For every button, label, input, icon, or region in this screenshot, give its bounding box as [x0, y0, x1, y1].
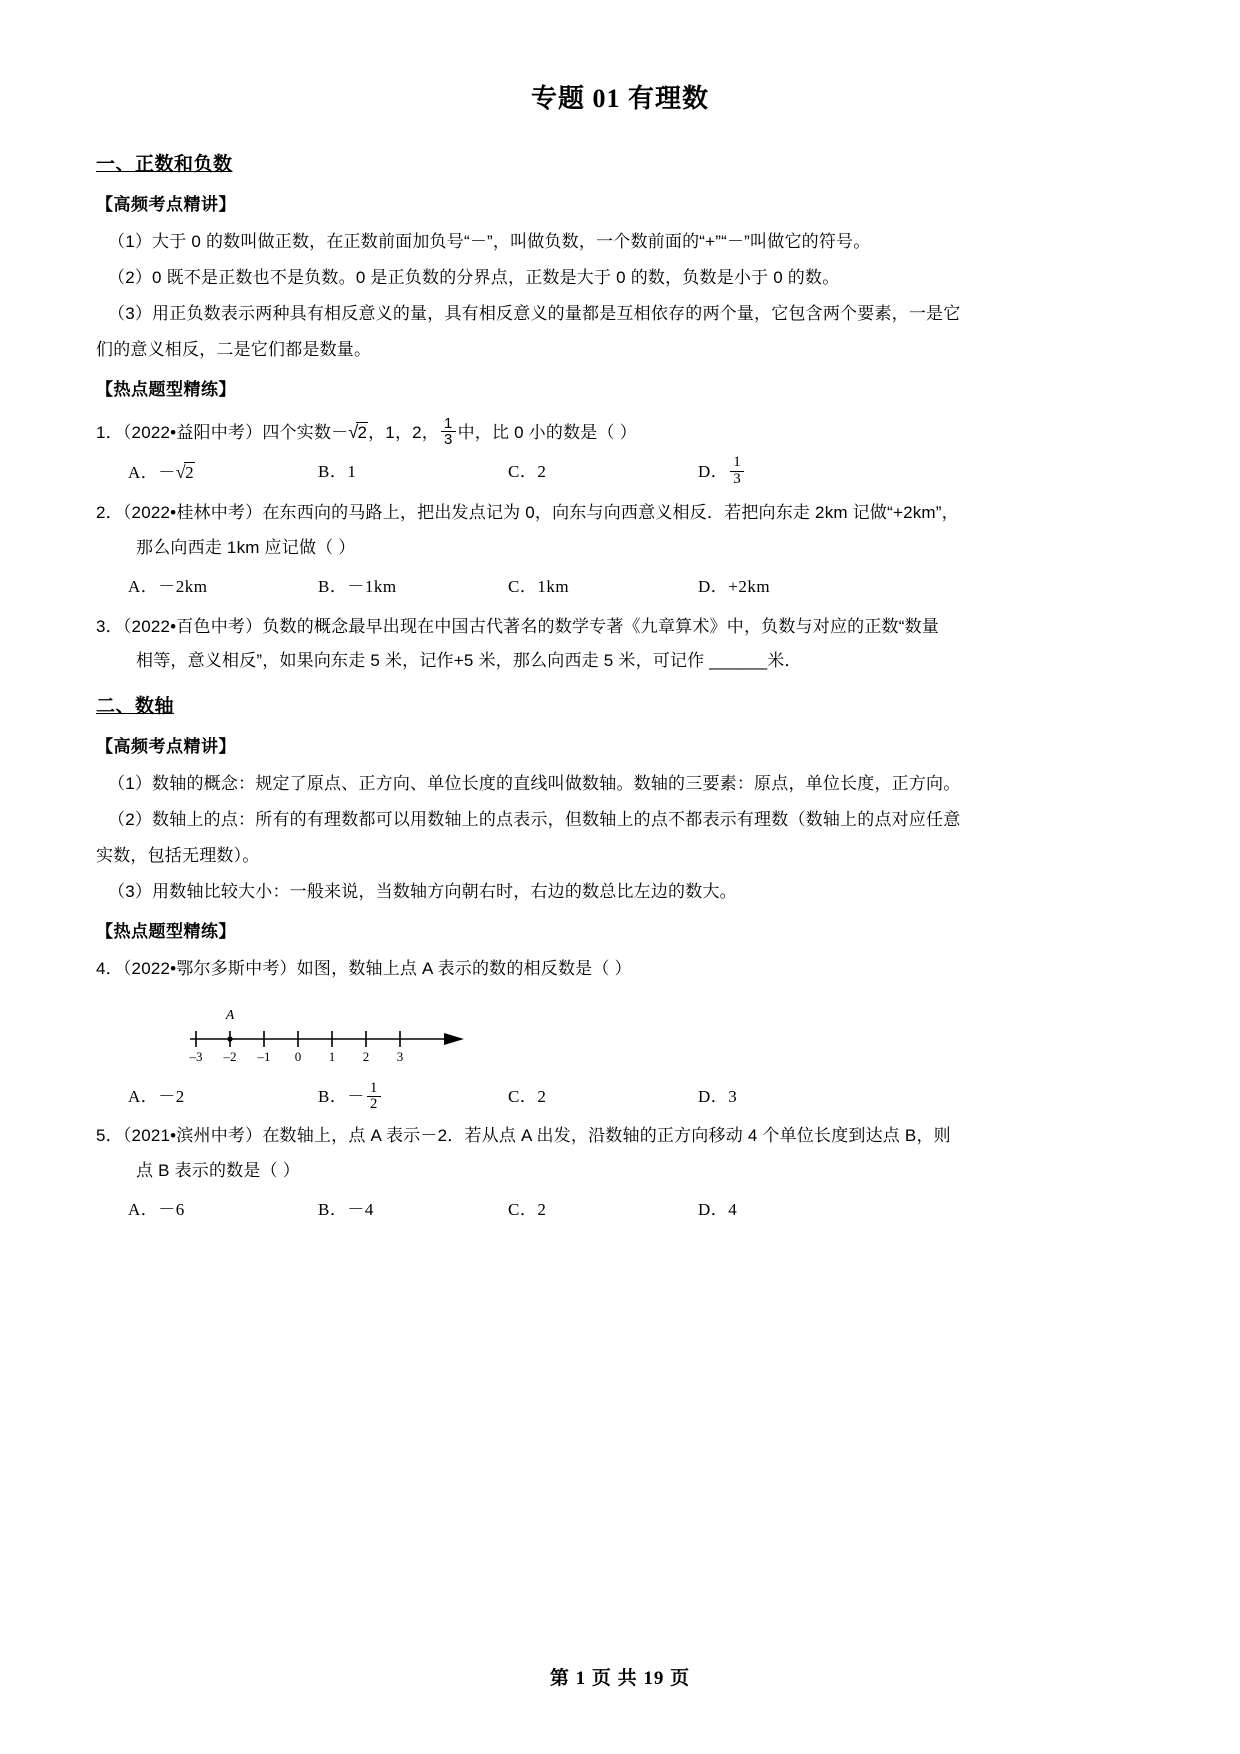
concept-point-1-3: （3）用正负数表示两种具有相反意义的量，具有相反意义的量都是互相依存的两个量，它包含两个要素，一是它 — [108, 304, 961, 323]
option-4-c[interactable]: C．2 — [508, 1087, 547, 1107]
fraction-numerator: 1 — [444, 414, 453, 432]
question-3-source: （2022•百色中考） — [122, 616, 263, 636]
svg-text:–2: –2 — [223, 1049, 237, 1064]
concept-header-2: 【高频考点精讲】 — [96, 737, 236, 757]
question-2-source: （2022•桂林中考） — [122, 503, 263, 523]
question-1-text-c: 中，比 0 小的数是（ ） — [457, 423, 637, 442]
fraction-numerator: 1 — [733, 454, 742, 471]
sqrt-symbol: √2 — [348, 422, 368, 442]
option-5-a[interactable]: A．－6 — [128, 1200, 185, 1220]
question-3-text: 负数的概念最早出现在中国古代著名的数学专著《九章算术》中，负数与对应的正数“数量 — [262, 616, 940, 636]
option-1-a-label: A．－ — [128, 462, 176, 482]
question-1-options — [96, 453, 1144, 493]
question-5 — [96, 1119, 1144, 1189]
svg-text:1: 1 — [328, 1049, 336, 1064]
question-3-number: 3． — [96, 616, 123, 636]
radicand-value: 2 — [185, 462, 195, 482]
question-4 — [96, 952, 1144, 987]
radicand-value: 2 — [357, 423, 368, 442]
question-2-text: 在东西向的马路上，把出发点记为 0，向东与向西意义相反．若把向东走 2km 记做“+2km”， — [262, 503, 959, 523]
question-5-options — [96, 1191, 1144, 1228]
fraction-denominator: 3 — [441, 431, 456, 448]
fraction-numerator: 1 — [369, 1079, 378, 1096]
option-1-c[interactable]: C．2 — [508, 461, 547, 481]
question-5-line-1 — [96, 1119, 1144, 1154]
concept-point-1-2: （2）0 既不是正数也不是负数。0 是正负数的分界点，正数是大于 0 的数，负数是小于 0 的数。 — [108, 268, 840, 287]
practice-header-1: 【热点题型精练】 — [96, 380, 236, 399]
question-4-options — [96, 1078, 1144, 1115]
number-line-svg — [182, 1001, 482, 1063]
fraction-denominator: 3 — [730, 471, 744, 488]
svg-text:–1: –1 — [257, 1049, 271, 1064]
option-4-b-label: B．－ — [318, 1087, 365, 1107]
svg-text:2: 2 — [362, 1049, 370, 1064]
option-4-d[interactable]: D．3 — [698, 1087, 738, 1107]
concept-header-1: 【高频考点精讲】 — [96, 195, 236, 214]
question-2-line-2: 那么向西走 1km 应记做（ ） — [136, 538, 356, 558]
concept-point-2-3: 实数，包括无理数）。 — [96, 846, 260, 866]
question-2 — [96, 496, 1144, 566]
option-2-d[interactable]: D．+2km — [698, 577, 771, 597]
svg-text:3: 3 — [396, 1049, 404, 1064]
point-a-marker — [227, 1036, 232, 1041]
option-5-d[interactable]: D．4 — [698, 1200, 738, 1220]
question-1-source: （2022•益阳中考） — [122, 423, 263, 442]
question-5-number: 5． — [96, 1126, 123, 1146]
question-3 — [96, 610, 1144, 680]
question-2-options — [96, 568, 1144, 605]
question-5-text: 在数轴上，点 A 表示－2．若从点 A 出发，沿数轴的正方向移动 4 个单位长度到达点 B，则 — [262, 1126, 951, 1146]
question-3-line-1 — [96, 610, 1144, 645]
option-1-b[interactable]: B．1 — [318, 461, 357, 481]
fraction-one-third — [730, 455, 744, 488]
question-1-text — [96, 414, 1144, 451]
question-1-text-a: 四个实数－ — [262, 423, 349, 442]
page-title: 专题 01 有理数 — [530, 84, 709, 113]
concept-point-1-4: 们的意义相反，二是它们都是数量。 — [96, 340, 372, 359]
concept-point-1-1: （1）大于 0 的数叫做正数，在正数前面加负号“－”，叫做负数，一个数前面的“+”“－”叫做它的符号。 — [108, 232, 871, 251]
page-footer: 第 1 页 共 19 页 — [549, 1668, 691, 1689]
question-4-number: 4． — [96, 959, 123, 979]
fraction-one-half — [367, 1081, 381, 1114]
question-4-line-1 — [96, 952, 1144, 987]
question-2-line-1 — [96, 496, 1144, 531]
option-5-c[interactable]: C．2 — [508, 1200, 547, 1220]
option-4-a[interactable]: A．－2 — [128, 1087, 185, 1107]
question-1 — [96, 414, 1144, 451]
question-4-source: （2022•鄂尔多斯中考） — [122, 959, 297, 979]
fraction-denominator: 2 — [367, 1096, 381, 1113]
question-1-number: 1． — [96, 423, 123, 442]
question-4-text: 如图，数轴上点 A 表示的数的相反数是（ ） — [296, 959, 632, 979]
option-4-b[interactable] — [318, 1078, 508, 1115]
question-3-line-2: 相等，意义相反”，如果向东走 5 米，记作+5 米，那么向西走 5 米，可记作 ______米． — [136, 651, 802, 671]
practice-header-2: 【热点题型精练】 — [96, 922, 236, 942]
svg-text:0: 0 — [294, 1049, 302, 1064]
svg-text:–3: –3 — [189, 1049, 203, 1064]
question-5-line-2: 点 B 表示的数是（ ） — [136, 1161, 300, 1181]
concept-point-2-4: （3）用数轴比较大小：一般来说，当数轴方向朝右时，右边的数总比左边的数大。 — [108, 882, 737, 902]
section-heading-2: 二、数轴 — [96, 696, 175, 718]
number-line-figure — [96, 1001, 1144, 1068]
option-1-d-label: D． — [698, 461, 729, 481]
svg-text:A: A — [225, 1008, 235, 1024]
concept-point-2-2: （2）数轴上的点：所有的有理数都可以用数轴上的点表示，但数轴上的点不都表示有理数（数轴上的点对应任意 — [108, 810, 961, 830]
option-2-c[interactable]: C．1km — [508, 577, 570, 597]
question-1-text-b: ，1，2， — [368, 423, 440, 442]
option-1-a[interactable] — [128, 453, 318, 493]
fraction-one-third — [441, 416, 456, 449]
option-5-b[interactable]: B．－4 — [318, 1200, 374, 1220]
option-2-a[interactable]: A．－2km — [128, 577, 208, 597]
section-heading-1: 一、正数和负数 — [96, 154, 233, 175]
sqrt-symbol: √2 — [175, 461, 195, 482]
question-2-number: 2． — [96, 503, 123, 523]
option-2-b[interactable]: B．－1km — [318, 577, 397, 597]
concept-point-2-1: （1）数轴的概念：规定了原点、正方向、单位长度的直线叫做数轴。数轴的三要素：原点，单位长度，正方向。 — [108, 774, 961, 794]
question-5-source: （2021•滨州中考） — [122, 1126, 263, 1146]
option-1-d[interactable] — [698, 453, 888, 493]
